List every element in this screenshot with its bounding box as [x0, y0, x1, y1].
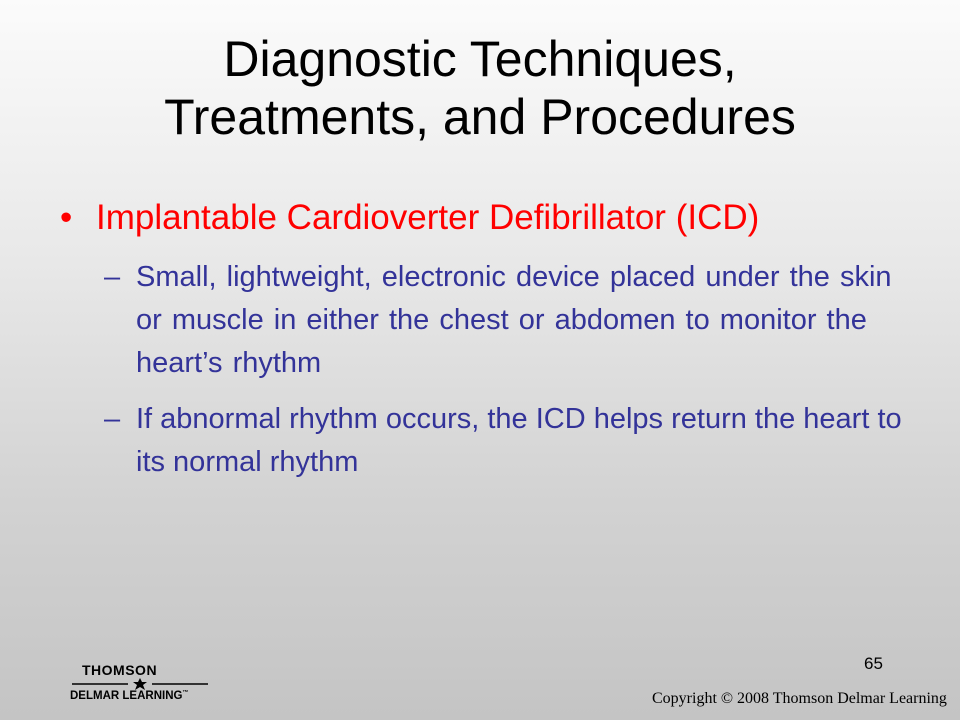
page-number: 65: [864, 654, 883, 673]
sub-item-description: [104, 256, 904, 385]
bullet-text: Implantable Cardioverter Defibrillator (ICD): [96, 198, 760, 237]
sub-item-text: If abnormal rhythm occurs, the ICD helps return the heart to its normal rhythm: [136, 403, 902, 478]
logo-text-thomson: THOMSON: [82, 662, 158, 678]
sub-item-function: [104, 398, 904, 484]
title-line-2: Treatments, and Procedures: [164, 89, 796, 145]
sub-item-marker: –: [104, 261, 121, 293]
sub-item-text: Small, lightweight, electronic device placed under the skin or muscle in either the chest or abdomen to monitor the heart’s rhythm: [136, 261, 892, 379]
star-divider-icon: [70, 678, 210, 690]
title-line-1: Diagnostic Techniques,: [223, 31, 737, 87]
sub-item-marker: –: [104, 403, 121, 435]
bullet-item-icd: [60, 196, 920, 240]
thomson-delmar-logo: [70, 662, 210, 706]
logo-text-delmar: [70, 690, 188, 702]
trademark-mark: ™: [182, 690, 189, 697]
slide-title: [60, 30, 900, 146]
logo-text-delmar-label: DELMAR LEARNING: [70, 690, 183, 702]
bullet-marker: •: [60, 198, 73, 237]
copyright-notice: Copyright © 2008 Thomson Delmar Learning: [652, 690, 947, 707]
